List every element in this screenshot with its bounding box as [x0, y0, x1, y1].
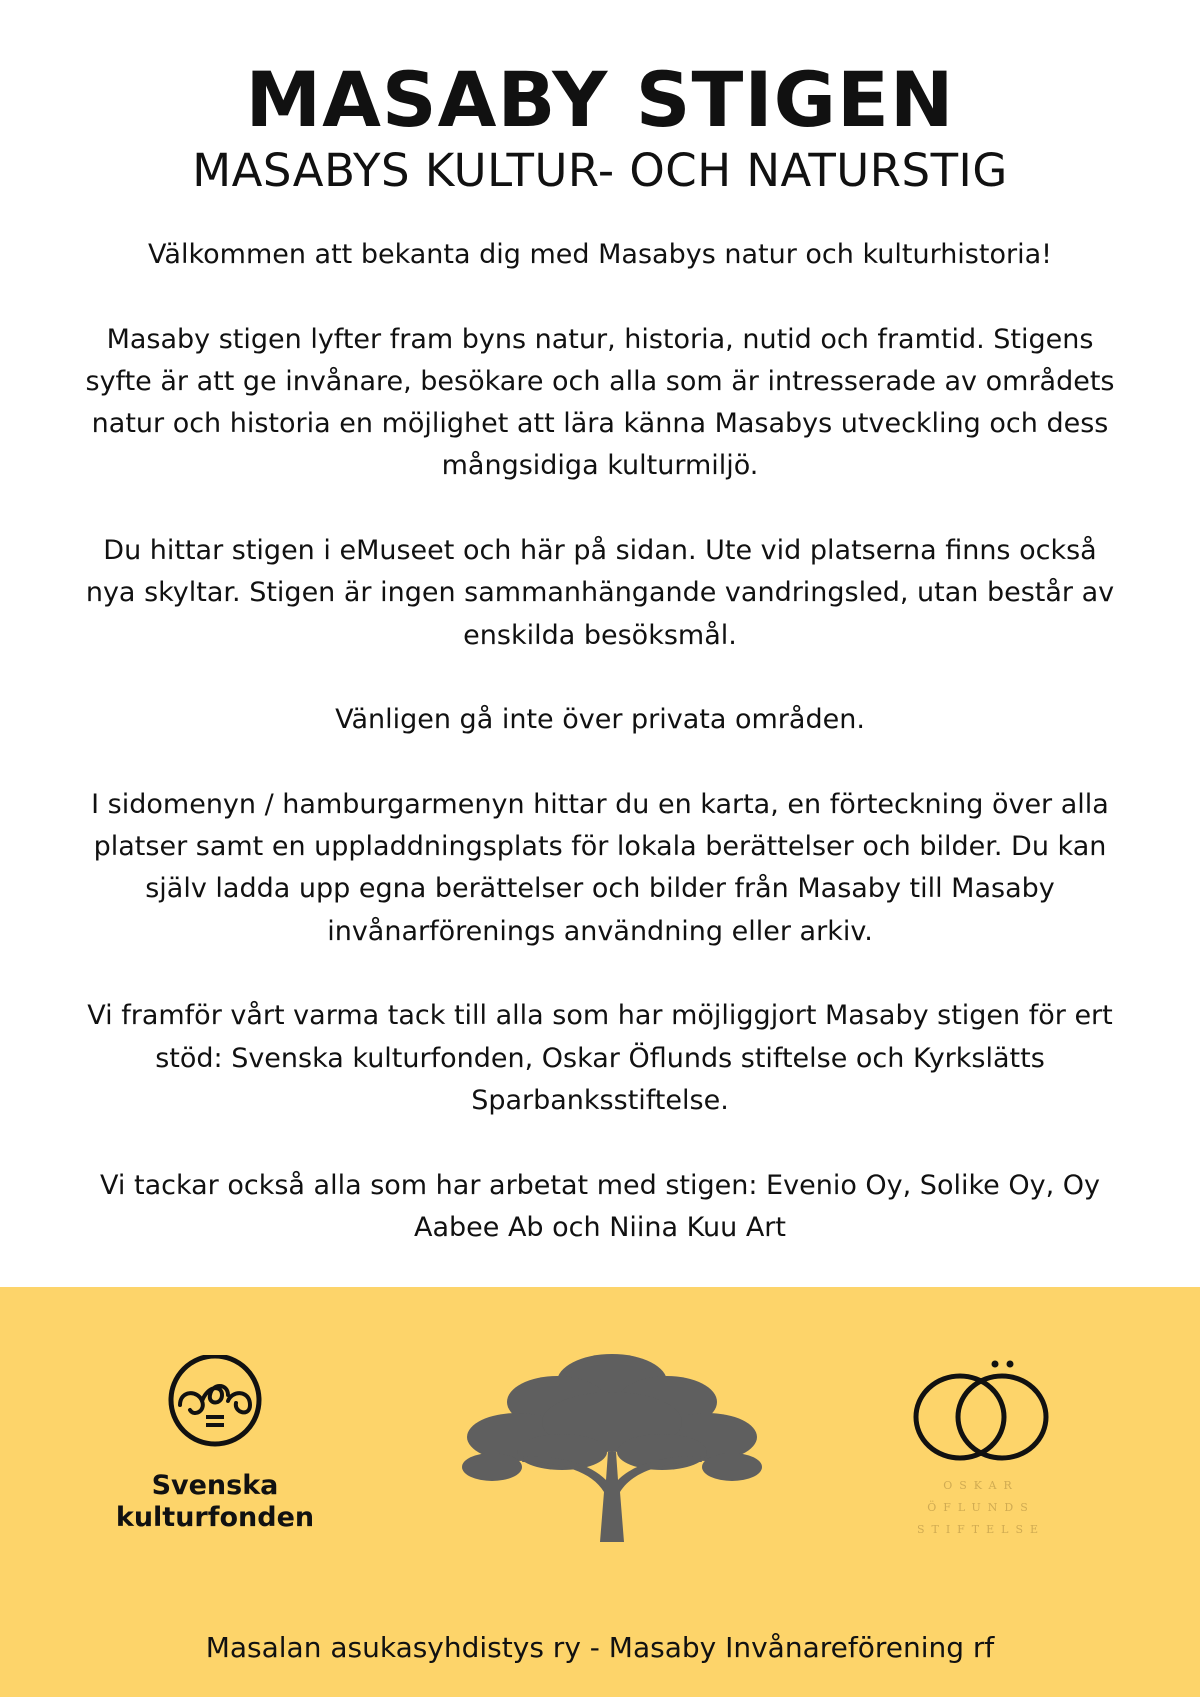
paragraph-privacy: Vänligen gå inte över privata områden. — [335, 704, 865, 736]
oskar-rings-icon — [902, 1357, 1060, 1467]
kulturfonden-emblem-icon — [110, 1355, 320, 1465]
tree-icon — [462, 1352, 762, 1544]
page-subtitle: MASABYS KULTUR- OCH NATURSTIG — [192, 144, 1008, 197]
intro-text — [80, 234, 1120, 1249]
paragraph-purpose: Masaby stigen lyfter fram byns natur, historia, nutid och framtid. Stigens syfte är att ge invånare, besökare och alla som är intresserade av områdets natur och historia en möjlighet att lära känna Masabys utveckling och dess mångsidiga kulturmiljö. — [85, 323, 1115, 482]
paragraph-welcome: Välkommen att bekanta dig med Masabys natur och kulturhistoria! — [148, 239, 1052, 270]
oskar-oflunds-name: OSKAR ÖFLUNDS STIFTELSE — [916, 1479, 1046, 1536]
paragraph-menu: I sidomenyn / hamburgarmenyn hittar du en karta, en förteckning över alla platser samt en uppladdningsplats för lokala berättelser och bilder. Du kan själv ladda upp egna berättelser och bilder från Masaby till Masaby invånarförenings användning eller arkiv. — [91, 788, 1109, 947]
tree-logo — [462, 1352, 762, 1544]
footer-text: Masalan asukasyhdistys ry - Masaby Invånareförening rf — [205, 1631, 995, 1664]
oskar-oflunds-logo — [902, 1357, 1060, 1542]
svenska-kulturfonden-name: Svenska kulturfonden — [115, 1470, 315, 1533]
page-title: MASABY STIGEN — [245, 55, 955, 144]
paragraph-thanks-workers: Vi tackar också alla som har arbetat med stigen: Evenio Oy, Solike Oy, Oy Aabee Ab och Niina Kuu Art — [100, 1169, 1100, 1243]
svenska-kulturfonden-logo — [110, 1355, 320, 1535]
paragraph-location: Du hittar stigen i eMuseet och här på sidan. Ute vid platserna finns också nya skyltar. Stigen är ingen sammanhängande vandringsled, utan består av enskilda besöksmål. — [85, 535, 1115, 651]
paragraph-thanks-funders: Vi framför vårt varma tack till alla som har möjliggjort Masaby stigen för ert stöd: Svenska kulturfonden, Oskar Öflunds stiftelse och Kyrkslätts Sparbanksstiftelse. — [87, 1000, 1113, 1116]
